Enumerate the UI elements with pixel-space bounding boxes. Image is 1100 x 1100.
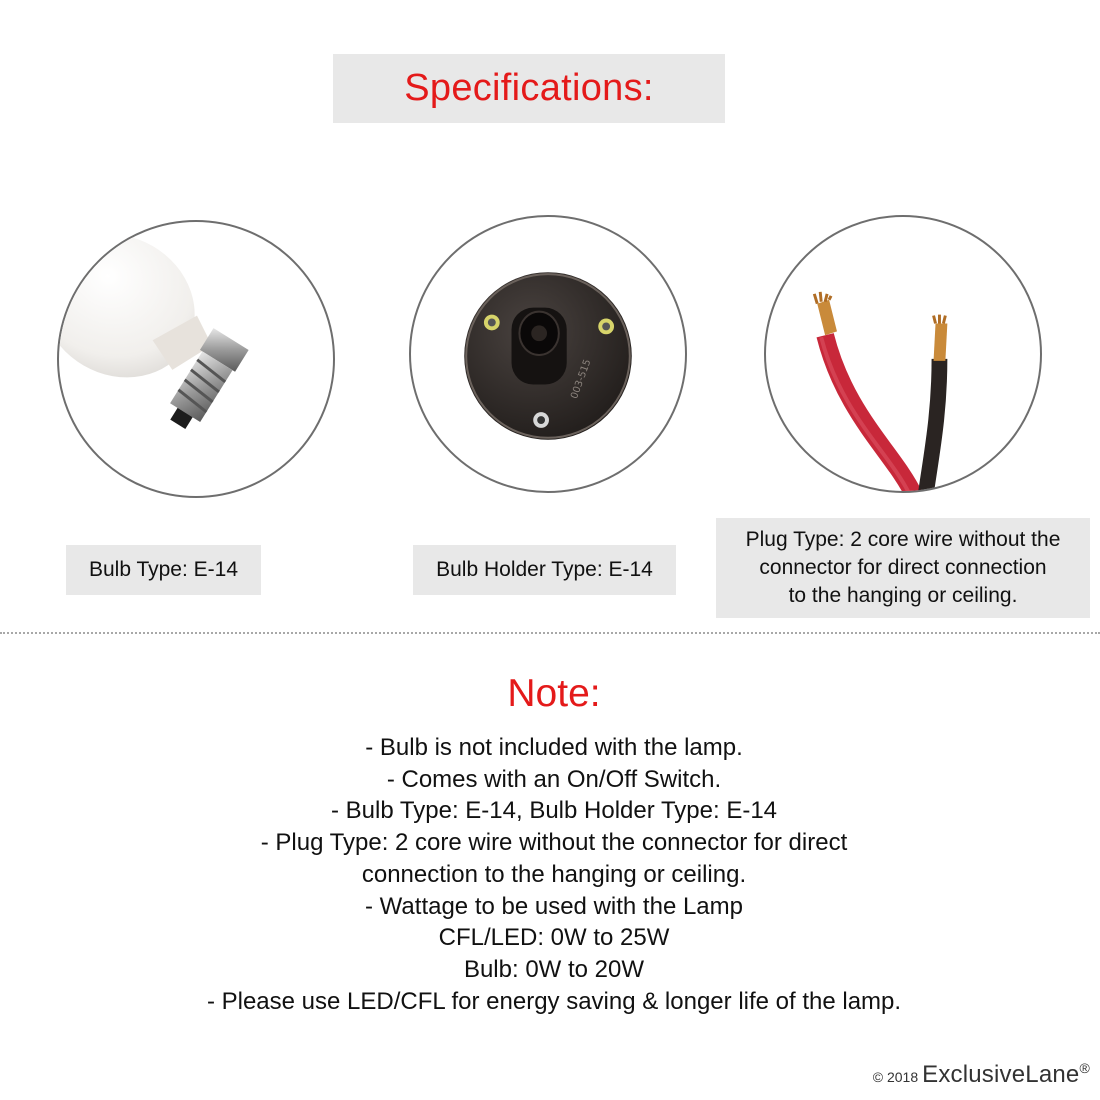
copyright-text: © 2018 — [872, 1069, 919, 1085]
two-core-wire-image-icon — [766, 217, 1040, 491]
note-line: - Bulb is not included with the lamp. — [365, 734, 743, 761]
plug-type-text-line: Plug Type: 2 core wire without the — [745, 528, 1061, 551]
note-line: - Plug Type: 2 core wire without the connector for direct — [260, 829, 848, 857]
plug-type-text-line: connector for direct connection — [759, 556, 1047, 579]
note-line: Bulb: 0W to 20W — [463, 955, 645, 983]
copyright-footer — [873, 1060, 1090, 1089]
bulb-type-text: Bulb Type: E-14 — [88, 558, 239, 581]
e14-bulb-image-icon — [59, 222, 333, 496]
brand-logo-text — [922, 1060, 1090, 1089]
specifications-banner — [333, 54, 725, 123]
bulb-holder-image-circle — [409, 215, 687, 493]
note-line: - Wattage to be used with the Lamp — [365, 892, 743, 920]
plug-type-label — [716, 518, 1090, 618]
plug-type-text-line: to the hanging or ceiling. — [788, 584, 1018, 607]
bulb-holder-image-icon — [411, 217, 685, 491]
svg-text:003-515: 003-515 — [569, 357, 594, 401]
note-line: - Please use LED/CFL for energy saving & longer life of the lamp. — [206, 987, 902, 1015]
note-line: connection to the hanging or ceiling. — [361, 860, 747, 888]
note-line: - Bulb Type: E-14, Bulb Holder Type: E-14 — [330, 797, 778, 825]
registered-mark: ® — [1079, 1060, 1090, 1076]
bulb-holder-type-label — [413, 545, 676, 595]
note-line: - Comes with an On/Off Switch. — [386, 765, 722, 793]
note-title: Note: — [507, 672, 601, 715]
specifications-title: Specifications: — [404, 67, 654, 109]
bulb-holder-type-text: Bulb Holder Type: E-14 — [436, 558, 653, 581]
note-list — [0, 732, 1100, 1017]
dotted-divider — [0, 632, 1100, 634]
brand-name: ExclusiveLane — [922, 1061, 1080, 1088]
bulb-image-circle — [57, 220, 335, 498]
note-line: CFL/LED: 0W to 25W — [438, 924, 670, 952]
bulb-type-label — [66, 545, 261, 595]
wire-image-circle — [764, 215, 1042, 493]
